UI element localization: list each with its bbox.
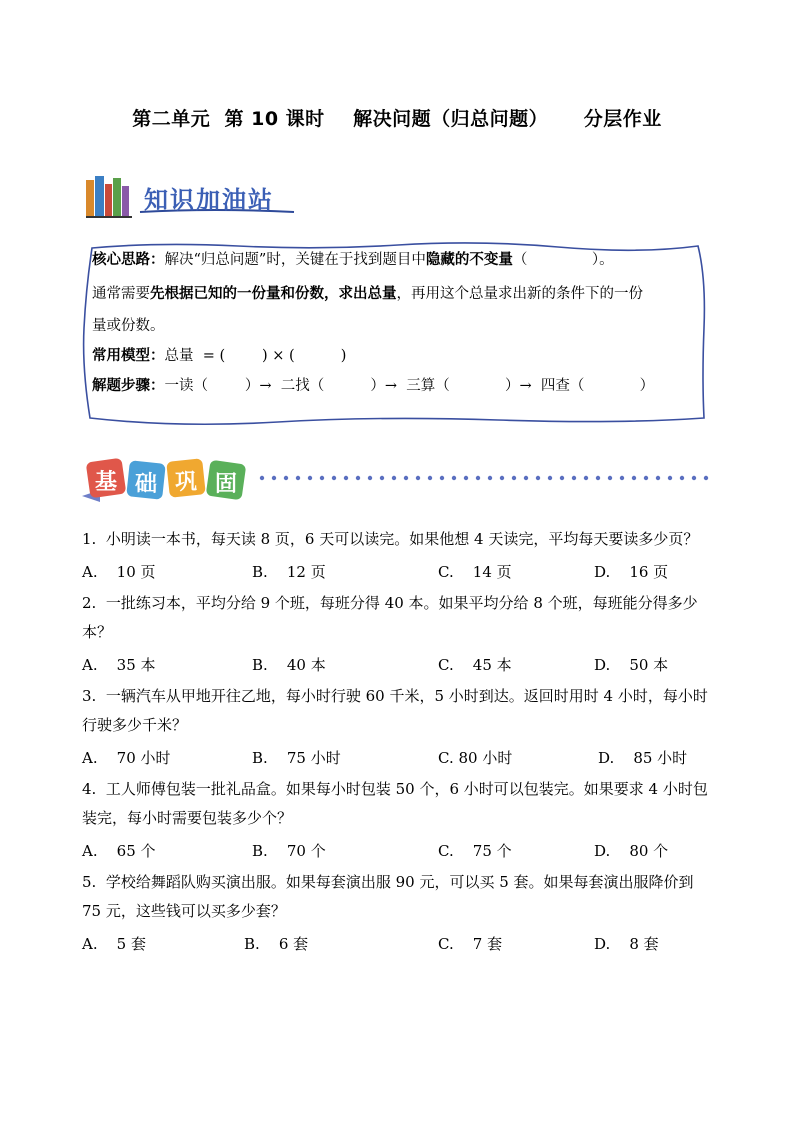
question-5-option-a: A. 5 套 [82,935,146,953]
question-3-text-2: 行驶多少千米？ [82,716,188,734]
question-5-text-2: 75 元，这些钱可以买多少套？ [82,902,286,920]
question-2-text-1: 2. 一批练习本，平均分给 9 个班，每班分得 40 本。如果平均分给 8 个班，每班能分得多少 [82,594,698,612]
question-3-option-b: B. 75 小时 [252,749,341,767]
banner-char-4: 固 [214,472,237,497]
method-line: 通常需要先根据已知的一份量和份数，求出总量，再用这个总量求出新的条件下的一份 [92,286,643,302]
question-5-text-1: 5. 学校给舞蹈队购买演出服。如果每套演出服 90 元，可以买 5 套。如果每套演出服降价到 [82,873,694,891]
knowledge-box [78,238,710,428]
question-3-text-1: 3. 一辆汽车从甲地开往乙地，每小时行驶 60 千米，5 小时到达。返回时用时 4 小时，每小时 [82,687,708,705]
question-4-option-b: B. 70 个 [252,842,326,860]
question-4-option-a: A. 65 个 [82,842,156,860]
question-5-option-b: B. 6 套 [244,935,309,953]
question-4-option-c: C. 75 个 [438,842,512,860]
question-2-option-d: D. 50 本 [594,656,669,674]
steps-line: 解题步骤：一读（ ）→ 二找（ ）→ 三算（ ）→ 四查（ ） [92,378,655,394]
question-5-option-c: C. 7 套 [438,935,503,953]
question-4-option-d: D. 80 个 [594,842,669,860]
banner-char-3: 巩 [174,470,197,495]
question-3-option-d: D. 85 小时 [598,749,688,767]
question-3-option-a: A. 70 小时 [82,749,171,767]
question-4-text-1: 4. 工人师傅包装一批礼品盒。如果每小时包装 50 个，6 小时可以包装完。如果要求 4 小时包 [82,780,708,798]
question-5-option-d: D. 8 套 [594,935,659,953]
question-2-option-a: A. 35 本 [82,656,156,674]
basic-practice-banner [80,456,720,504]
question-1-option-b: B. 12 页 [252,563,326,581]
question-2-option-b: B. 40 本 [252,656,326,674]
banner-char-2: 础 [134,472,157,497]
method-line-cont: 量或份数。 [92,318,165,334]
question-2-text-2: 本？ [82,623,113,641]
core-idea-line: 核心思路：解决“归总问题”时，关键在于找到题目中隐藏的不变量（ ）。 [92,252,614,268]
question-4-text-2: 装完，每小时需要包装多少个？ [82,809,293,827]
question-1-option-d: D. 16 页 [594,563,669,581]
question-1-option-a: A. 10 页 [82,563,156,581]
banner-char-1: 基 [94,470,117,495]
question-1-text: 1. 小明读一本书，每天读 8 页，6 天可以读完。如果他想 4 天读完，平均每天要读多少页？ [82,530,699,548]
knowledge-banner [84,174,324,222]
question-1-option-c: C. 14 页 [438,563,512,581]
model-line: 常用模型：总量 = ( ) × ( ) [92,348,347,364]
question-2-option-c: C. 45 本 [438,656,512,674]
page-title: 第二单元 第 10 课时 解决问题（归总问题） 分层作业 [132,108,662,130]
question-3-option-c: C. 80 小时 [438,749,513,767]
knowledge-banner-text: 知识加油站 [144,186,274,214]
